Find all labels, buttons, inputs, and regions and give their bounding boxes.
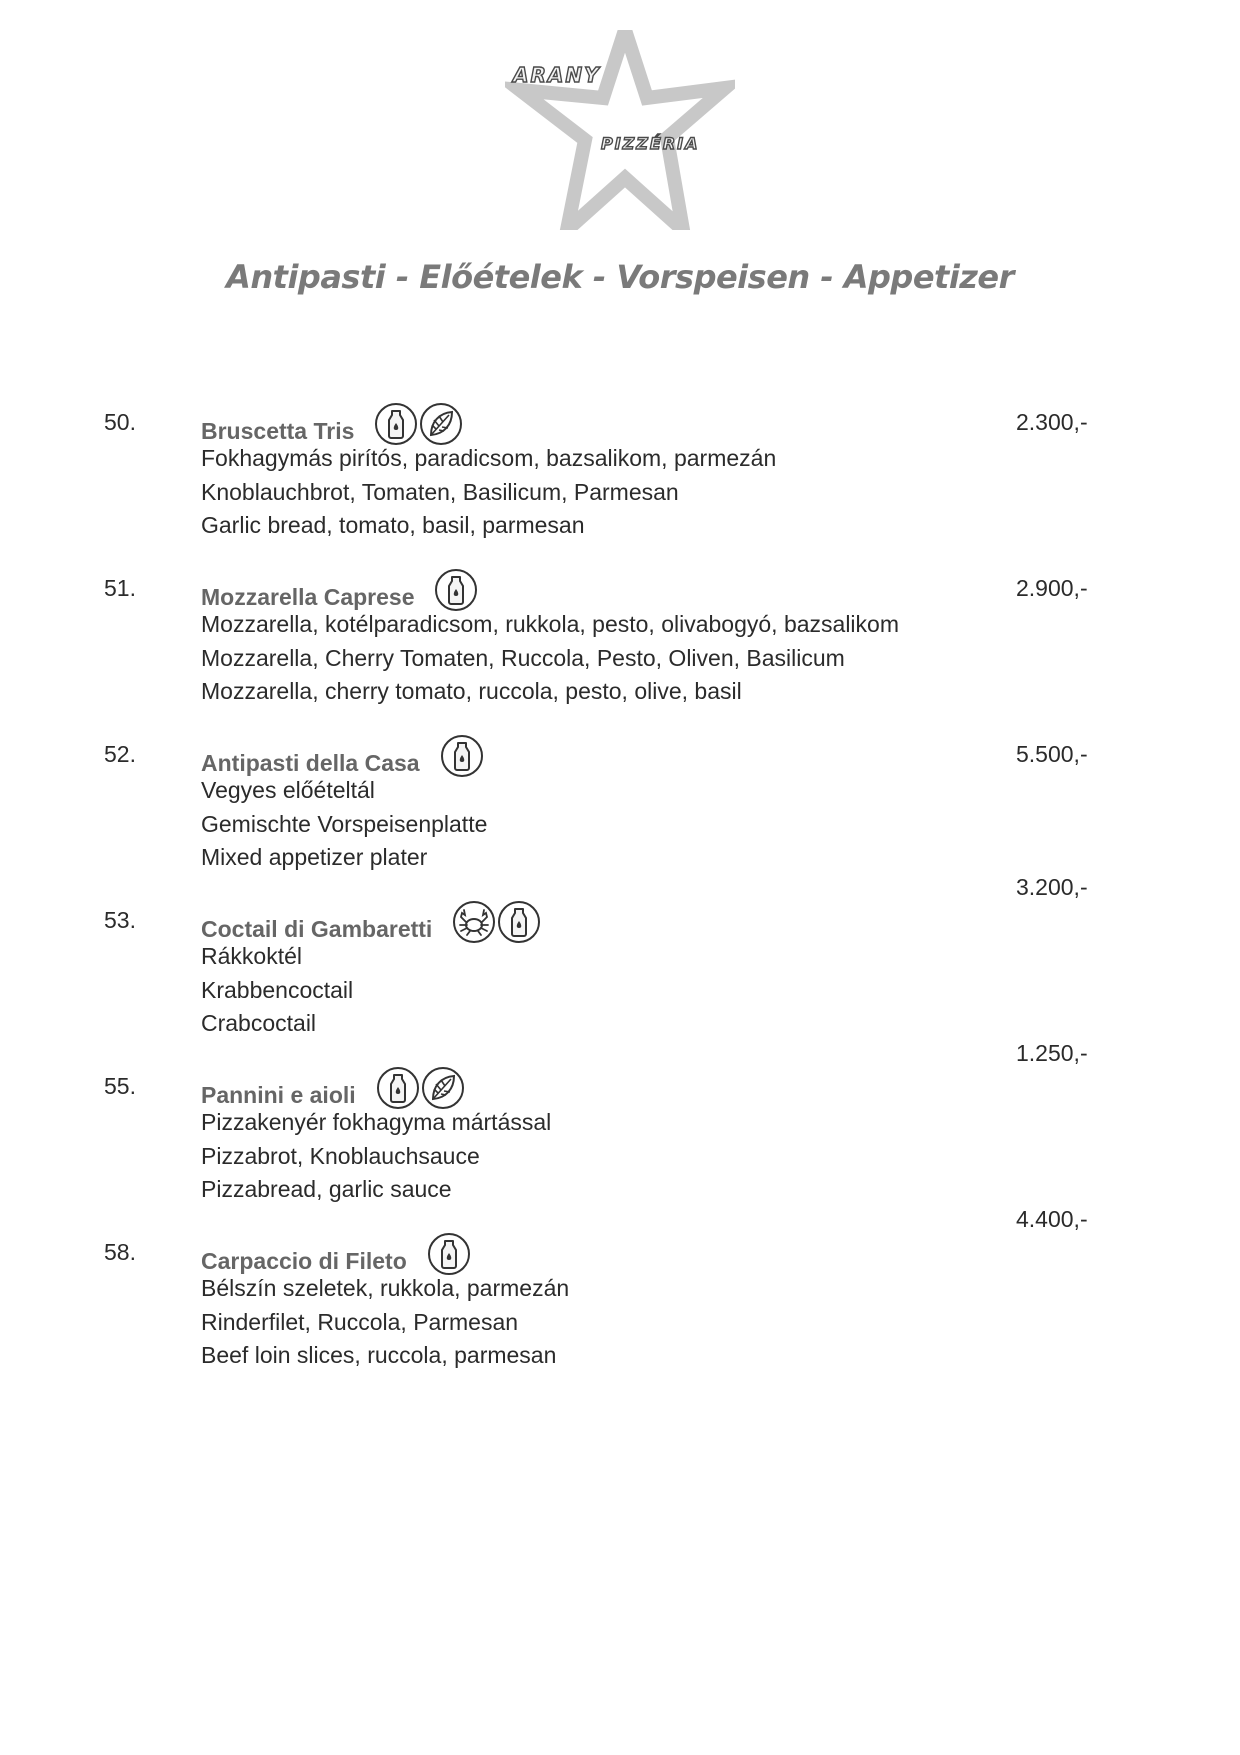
item-description-hu: Fokhagymás pirítós, paradicsom, bazsalikom, parmezán — [201, 445, 777, 471]
item-name: Coctail di Gambaretti — [201, 915, 433, 942]
dairy-icon — [374, 402, 418, 446]
item-number: 55. — [104, 1073, 136, 1099]
item-number: 58. — [104, 1239, 136, 1265]
logo-word-arany: ARANY — [513, 63, 601, 87]
item-description-hu: Pizzakenyér fokhagyma mártással — [201, 1109, 552, 1135]
item-description-de: Knoblauchbrot, Tomaten, Basilicum, Parmesan — [201, 478, 679, 505]
item-price: 2.900,- — [1016, 575, 1088, 601]
item-description-de: Gemischte Vorspeisenplatte — [201, 810, 488, 837]
star-logo-icon — [505, 30, 735, 230]
item-number: 52. — [104, 741, 136, 767]
item-description-en: Pizzabread, garlic sauce — [201, 1176, 452, 1202]
dairy-icon — [440, 734, 484, 778]
item-description-de: Krabbencoctail — [201, 976, 354, 1003]
item-number: 51. — [104, 575, 136, 601]
dairy-icon — [497, 900, 541, 944]
crustacean-icon — [452, 900, 496, 944]
item-price: 2.300,- — [1016, 409, 1088, 435]
item-description-de: Rinderfilet, Ruccola, Parmesan — [201, 1308, 519, 1335]
item-name: Bruscetta Tris — [201, 417, 355, 444]
dairy-icon — [376, 1066, 420, 1110]
item-price: 5.500,- — [1016, 741, 1088, 767]
item-name: Carpaccio di Fileto — [201, 1247, 407, 1274]
item-description-en: Crabcoctail — [201, 1010, 317, 1036]
item-name: Pannini e aioli — [201, 1081, 356, 1108]
item-description-en: Mixed appetizer plater — [201, 844, 428, 870]
item-price: 4.400,- — [1016, 1206, 1088, 1232]
item-number: 53. — [104, 907, 136, 933]
item-price: 1.250,- — [1016, 1040, 1088, 1066]
dairy-icon — [434, 568, 478, 612]
item-number: 50. — [104, 409, 136, 435]
item-description-hu: Mozzarella, kotélparadicsom, rukkola, pesto, olivabogyó, bazsalikom — [201, 611, 899, 637]
item-description-de: Pizzabrot, Knoblauchsauce — [201, 1142, 480, 1169]
logo — [505, 30, 735, 230]
item-description-de: Mozzarella, Cherry Tomaten, Ruccola, Pesto, Oliven, Basilicum — [201, 644, 845, 671]
page-title: Antipasti - Előételek - Vorspeisen - Appetizer — [226, 258, 1014, 296]
item-description-en: Mozzarella, cherry tomato, ruccola, pesto, olive, basil — [201, 678, 742, 704]
dairy-icon — [427, 1232, 471, 1276]
item-name: Mozzarella Caprese — [201, 583, 415, 610]
item-price: 3.200,- — [1016, 874, 1088, 900]
vegetarian-leaf-icon — [421, 1066, 465, 1110]
item-description-en: Beef loin slices, ruccola, parmesan — [201, 1342, 557, 1368]
item-description-hu: Bélszín szeletek, rukkola, parmezán — [201, 1275, 570, 1301]
vegetarian-leaf-icon — [419, 402, 463, 446]
item-description-hu: Vegyes előételtál — [201, 777, 375, 803]
item-description-en: Garlic bread, tomato, basil, parmesan — [201, 512, 585, 538]
item-description-hu: Rákkoktél — [201, 943, 302, 969]
item-name: Antipasti della Casa — [201, 749, 420, 776]
logo-word-pizzeria: PIZZÉRIA — [601, 134, 700, 153]
